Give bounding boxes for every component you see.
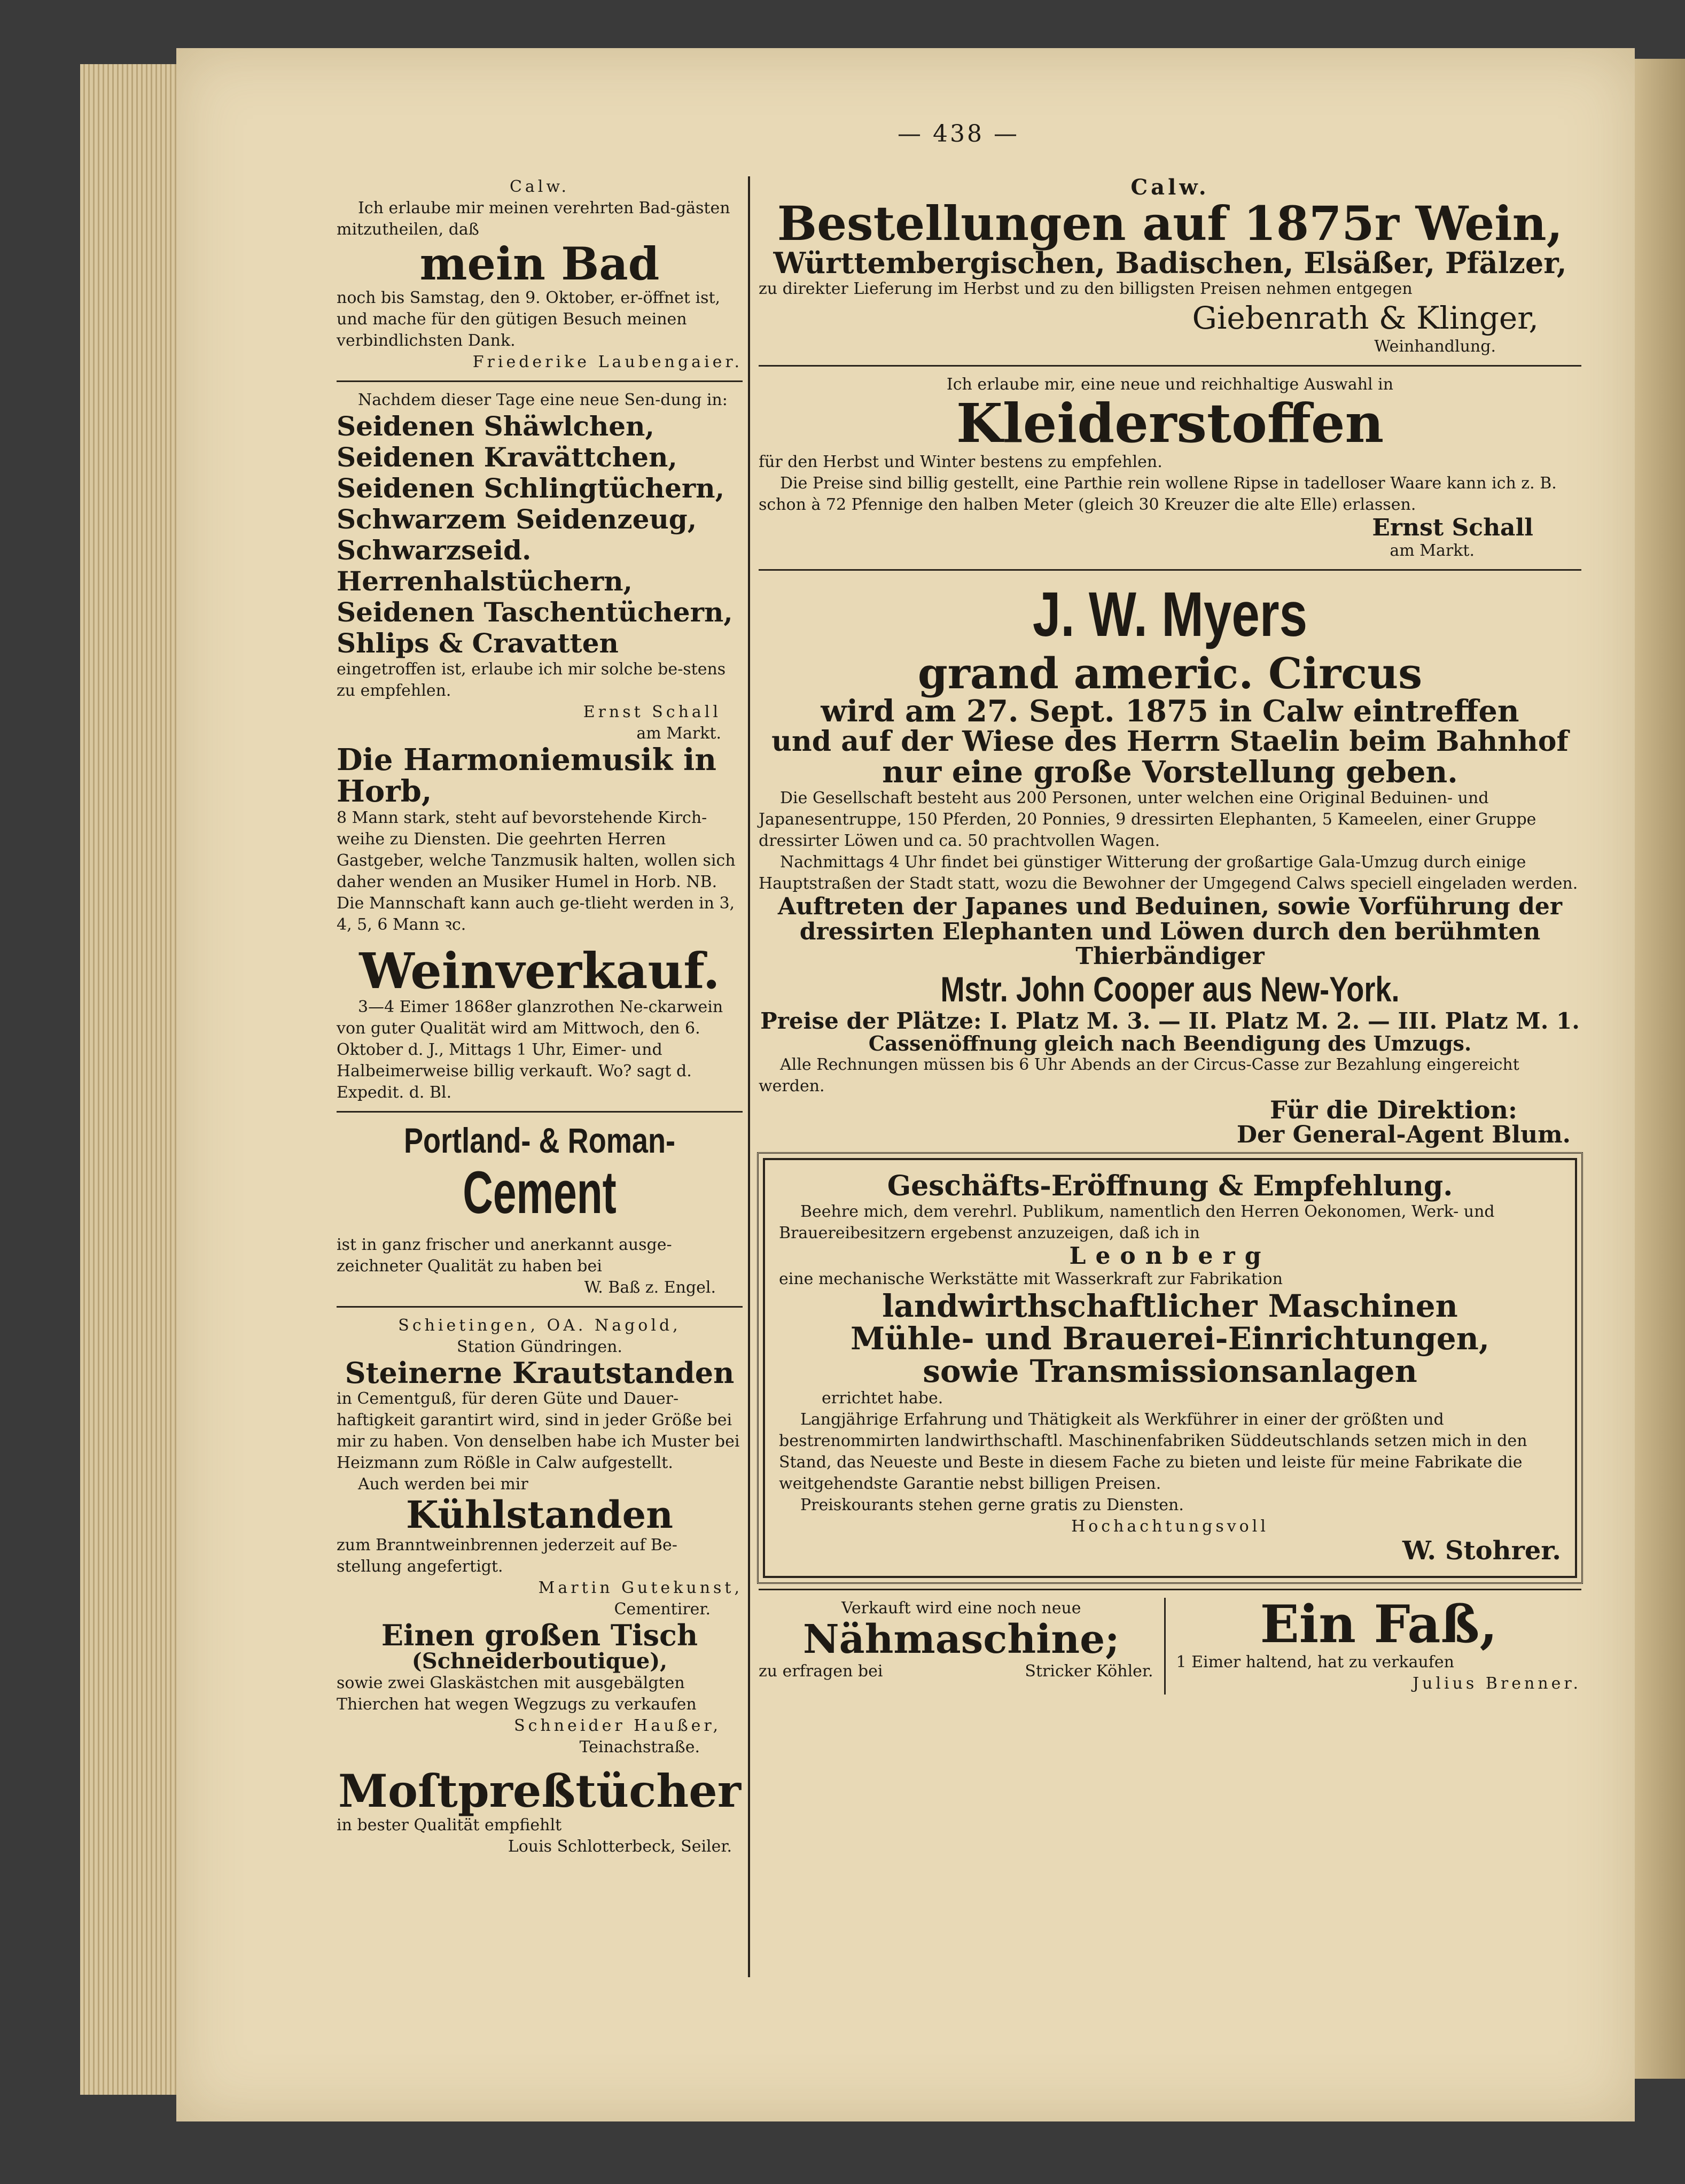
right-column (759, 176, 1581, 1695)
ad-signature-sub: Teinachstraße. (579, 1738, 700, 1757)
ad-kraut (337, 1315, 743, 1620)
column-divider (748, 176, 750, 1977)
list-item: Seidenen Schlingtüchern, (337, 472, 724, 504)
ad-line: wird am 27. Sept. 1875 in Calw eintreffen (821, 694, 1519, 729)
ad-intro: Nachdem dieser Tage eine neue Sen-dung in: (358, 391, 728, 410)
ad-headline: Geschäfts-Eröffnung & Empfehlung. (887, 1170, 1453, 1203)
ad-headline: mein Bad (419, 237, 660, 290)
ad-headline: Steinerne Krautstanden (345, 1356, 735, 1390)
ad-body-2: Die Preise sind billig gestellt, eine Parthie rein wollene Ripse in tadelloser Waare kann ich z. B. schon à 72 Pfennige den halben Meter (gleich 30 Kreuzer die alte Elle) erlassen. (759, 474, 1557, 515)
ad-signature: Julius Brenner. (1413, 1674, 1581, 1693)
ad-line: Cassenöffnung gleich nach Beendigung des Umzugs. (868, 1031, 1472, 1056)
ad-prices: Preise der Plätze: I. Platz M. 3. — II. Platz M. 2. — III. Platz M. 1. (760, 1008, 1580, 1035)
ad-headline: Weinverkauf. (359, 942, 720, 1000)
ad-big-line: sowie Transmissionsanlagen (923, 1353, 1417, 1390)
list-item: Shlips & Cravatten (337, 627, 619, 659)
ad-big-line: landwirthschaftlicher Maschinen (882, 1288, 1458, 1325)
ad-body: für den Herbst und Winter bestens zu empfehlen. (759, 453, 1163, 472)
ad-body-3: Alle Rechnungen müssen bis 6 Uhr Abends an der Circus-Casse zur Bezahlung eingereicht werden. (759, 1055, 1519, 1095)
ad-headline: Die Harmoniemusik in Horb, (337, 742, 716, 809)
ad-body: 3—4 Eimer 1868er glanzrothen Ne-ckarwein von guter Qualität wird am Mittwoch, den 6. Oktober d. J., Mittags 1 Uhr, Eimer- und Halbeimerweise billig verkauft. Wo? sagt d. Expedit. d. Bl. (337, 998, 723, 1102)
ad-headline: Einen großen Tisch (381, 1618, 698, 1652)
ad-harmonie (337, 744, 743, 936)
ad-body-3: errichtet habe. (822, 1388, 943, 1408)
ad-headline: Nähmaschine; (803, 1616, 1120, 1663)
ad-place: Leonberg (1069, 1242, 1271, 1270)
ad-line: 1 Eimer haltend, hat zu verkaufen (1176, 1653, 1454, 1672)
ad-body-sub: Auch werden bei mir (358, 1475, 528, 1494)
ad-kleider (759, 374, 1581, 562)
divider (337, 1111, 743, 1113)
ad-stohrer (763, 1158, 1577, 1578)
ad-body: sowie zwei Glaskästchen mit ausgebälgten Thierchen hat wegen Wegzugs zu verkaufen (337, 1674, 697, 1714)
ad-subheadline: (Schneiderboutique), (411, 1649, 668, 1674)
ad-intro: Verkauft wird eine noch neue (841, 1599, 1081, 1618)
ad-big-line: Mühle- und Brauerei-Einrichtungen, (850, 1320, 1490, 1357)
ad-headline: Moſtpreßtücher (338, 1765, 741, 1818)
ad-signature: Louis Schlotterbeck, Seiler. (508, 1837, 732, 1856)
ad-headline: Kleiderstoffen (956, 392, 1384, 455)
ad-body: in bester Qualität empfiehlt (337, 1816, 562, 1835)
ad-firm: Giebenrath & Klinger, (1192, 300, 1539, 337)
ad-body: zu direkter Lieferung im Herbst und zu den billigsten Preisen nehmen entgegen (759, 279, 1413, 299)
divider (337, 1306, 743, 1308)
ad-place: Calw. (509, 177, 570, 196)
ad-signature-sub: Cementirer. (614, 1599, 711, 1619)
ad-bad (337, 176, 743, 373)
ad-signature-sub: Der General-Agent Blum. (1236, 1121, 1571, 1149)
ad-headline: J. W. Myers (1032, 579, 1308, 650)
ad-tisch (337, 1620, 743, 1759)
ad-signature: W. Baß z. Engel. (584, 1278, 716, 1297)
ad-body-2: eine mechanische Werkstätte mit Wasserkraft zur Fabrikation (779, 1270, 1283, 1289)
ad-headline: Bestellungen auf 1875r Wein, (777, 196, 1563, 251)
ad-cement (337, 1120, 743, 1299)
ad-subheadline: Württembergischen, Badischen, Elsäßer, Pfälzer, (773, 246, 1567, 281)
ad-body: noch bis Samstag, den 9. Oktober, er-öffnet ist, und mache für den gütigen Besuch meinen verbindlichsten Dank. (337, 289, 721, 351)
ad-signature-sub: am Markt. (636, 724, 721, 743)
ad-wein (337, 942, 743, 1104)
ad-naehmaschine (759, 1598, 1164, 1695)
book-edge-right (1635, 59, 1685, 2079)
ad-signature: W. Stohrer. (1402, 1535, 1561, 1566)
ad-wein-1875 (759, 176, 1581, 357)
ad-intro: Ich erlaube mir, eine neue und reichhaltige Auswahl in (946, 375, 1394, 394)
ad-body-4: Langjährige Erfahrung und Thätigkeit als Werkführer in einer der größten und bestrenommirten landwirthschaftl. Maschinenfabriken Süddeutschlands setzen mich in den Stand, das Neueste und Beste in diesem Fache zu bieten und leiste für meine Fabrikate die weitgehendste Garantie nebst billigen Preisen. (779, 1410, 1527, 1493)
list-item: Seidenen Shäwlchen, (337, 410, 654, 442)
ad-place: Calw. (1130, 175, 1210, 200)
ad-body: 8 Mann stark, steht auf bevorstehende Kirch-weihe zu Diensten. Die geehrten Herren Gastgeber, welche Tanzmusik halten, wollen sich daher wenden an Musiker Humel in Horb. NB. Die Mannschaft kann auch ge-tlieht werden in 3, 4, 5, 6 Mann ꝛc. (337, 808, 736, 934)
ad-signature: Schneider Haußer, (514, 1716, 721, 1736)
ad-signature: Ernst Schall (583, 703, 721, 722)
ad-signature: Ernst Schall (1372, 514, 1533, 542)
ad-items (337, 411, 743, 659)
list-item: Seidenen Taschentüchern, (337, 596, 733, 628)
ad-signature: Friederike Laubengaier. (472, 353, 743, 372)
page-number: — 438 — (898, 120, 1019, 147)
ad-line: Auftreten der Japanes und Beduinen, sowie Vorführung der dressirten Elephanten und Löwen durch den berühmten Thierbändiger (777, 893, 1563, 970)
ad-fass (1164, 1594, 1582, 1695)
divider (759, 1589, 1581, 1590)
ad-headline: Ein Faß, (1260, 1594, 1497, 1655)
ad-most (337, 1765, 743, 1857)
ad-line: zu erfragen bei (759, 1662, 883, 1681)
divider (337, 380, 743, 382)
ad-headline-2: grand americ. Circus (917, 648, 1423, 699)
ad-body-2: zum Branntweinbrennen jederzeit auf Be-stellung angefertigt. (337, 1535, 677, 1576)
ad-headline-big: Cement (463, 1159, 617, 1226)
list-item: Schwarzem Seidenzeug, (337, 503, 697, 535)
ad-signature: Martin Gutekunst, (538, 1578, 743, 1597)
list-item: Seidenen Kravättchen, (337, 441, 677, 473)
book-edge-left (80, 64, 176, 2095)
ad-body: Die Gesellschaft besteht aus 200 Personen, unter welchen eine Original Beduinen- und Japanesentruppe, 150 Pferden, 20 Ponnies, 9 dressirten Elephanten, 5 Kameelen, einer Gruppe dressirter Löwen und ca. 50 prachtvollen Wagen. (759, 789, 1536, 851)
divider (759, 365, 1581, 367)
ad-headline-2: Kühlstanden (405, 1493, 674, 1537)
ad-body: in Cementguß, für deren Güte und Dauer-haftigkeit garantirt wird, sind in jeder Größe bei mir zu haben. Von denselben habe ich Muster bei Heizmann zum Rößle in Calw aufgestellt. (337, 1389, 740, 1473)
ad-signature: Stricker Köhler. (1025, 1662, 1153, 1681)
ad-body-5: Preiskourants stehen gerne gratis zu Diensten. (800, 1495, 1184, 1514)
ad-body: ist in ganz frischer und anerkannt ausge-zeichneter Qualität zu haben bei (337, 1235, 672, 1276)
ad-place: Schietingen, OA. Nagold, (398, 1316, 681, 1335)
ad-line: und auf der Wiese des Herrn Staelin beim Bahnhof (771, 725, 1569, 758)
ad-intro: Ich erlaube mir meinen verehrten Bad-gästen mitzutheilen, daß (337, 199, 730, 239)
ad-signature-sub: am Markt. (1390, 541, 1475, 561)
ad-signature: Für die Direktion: (1269, 1095, 1517, 1124)
divider (759, 569, 1581, 571)
ad-firm-sub: Weinhandlung. (1374, 337, 1496, 356)
ad-line-big: Mstr. John Cooper aus New-York. (940, 969, 1400, 1009)
bottom-ads (759, 1594, 1581, 1695)
ad-circus (759, 578, 1581, 1147)
ad-schall-left (337, 390, 743, 744)
ad-headline: Portland- & Roman- (403, 1121, 676, 1161)
ad-line: nur eine große Vorstellung geben. (882, 754, 1458, 790)
list-item: Schwarzseid. Herrenhalstüchern, (337, 534, 633, 597)
ad-body: Beehre mich, dem verehrl. Publikum, namentlich den Herren Oekonomen, Werk- und Brauereibesitzern ergebenst anzuzeigen, daß ich in (779, 1202, 1495, 1243)
ad-place-sub: Station Gündringen. (457, 1338, 622, 1357)
ad-footer (759, 1661, 1164, 1682)
ad-greeting: Hochachtungsvoll (1071, 1517, 1269, 1536)
ad-body: eingetroffen ist, erlaube ich mir solche be-stens zu empfehlen. (337, 660, 726, 701)
left-column (337, 176, 743, 1857)
ad-body-2: Nachmittags 4 Uhr findet bei günstiger Witterung der großartige Gala-Umzug durch einige Hauptstraßen der Stadt statt, wozu die Bewohner der Umgegend Calws speciell eingeladen werden. (759, 853, 1578, 893)
